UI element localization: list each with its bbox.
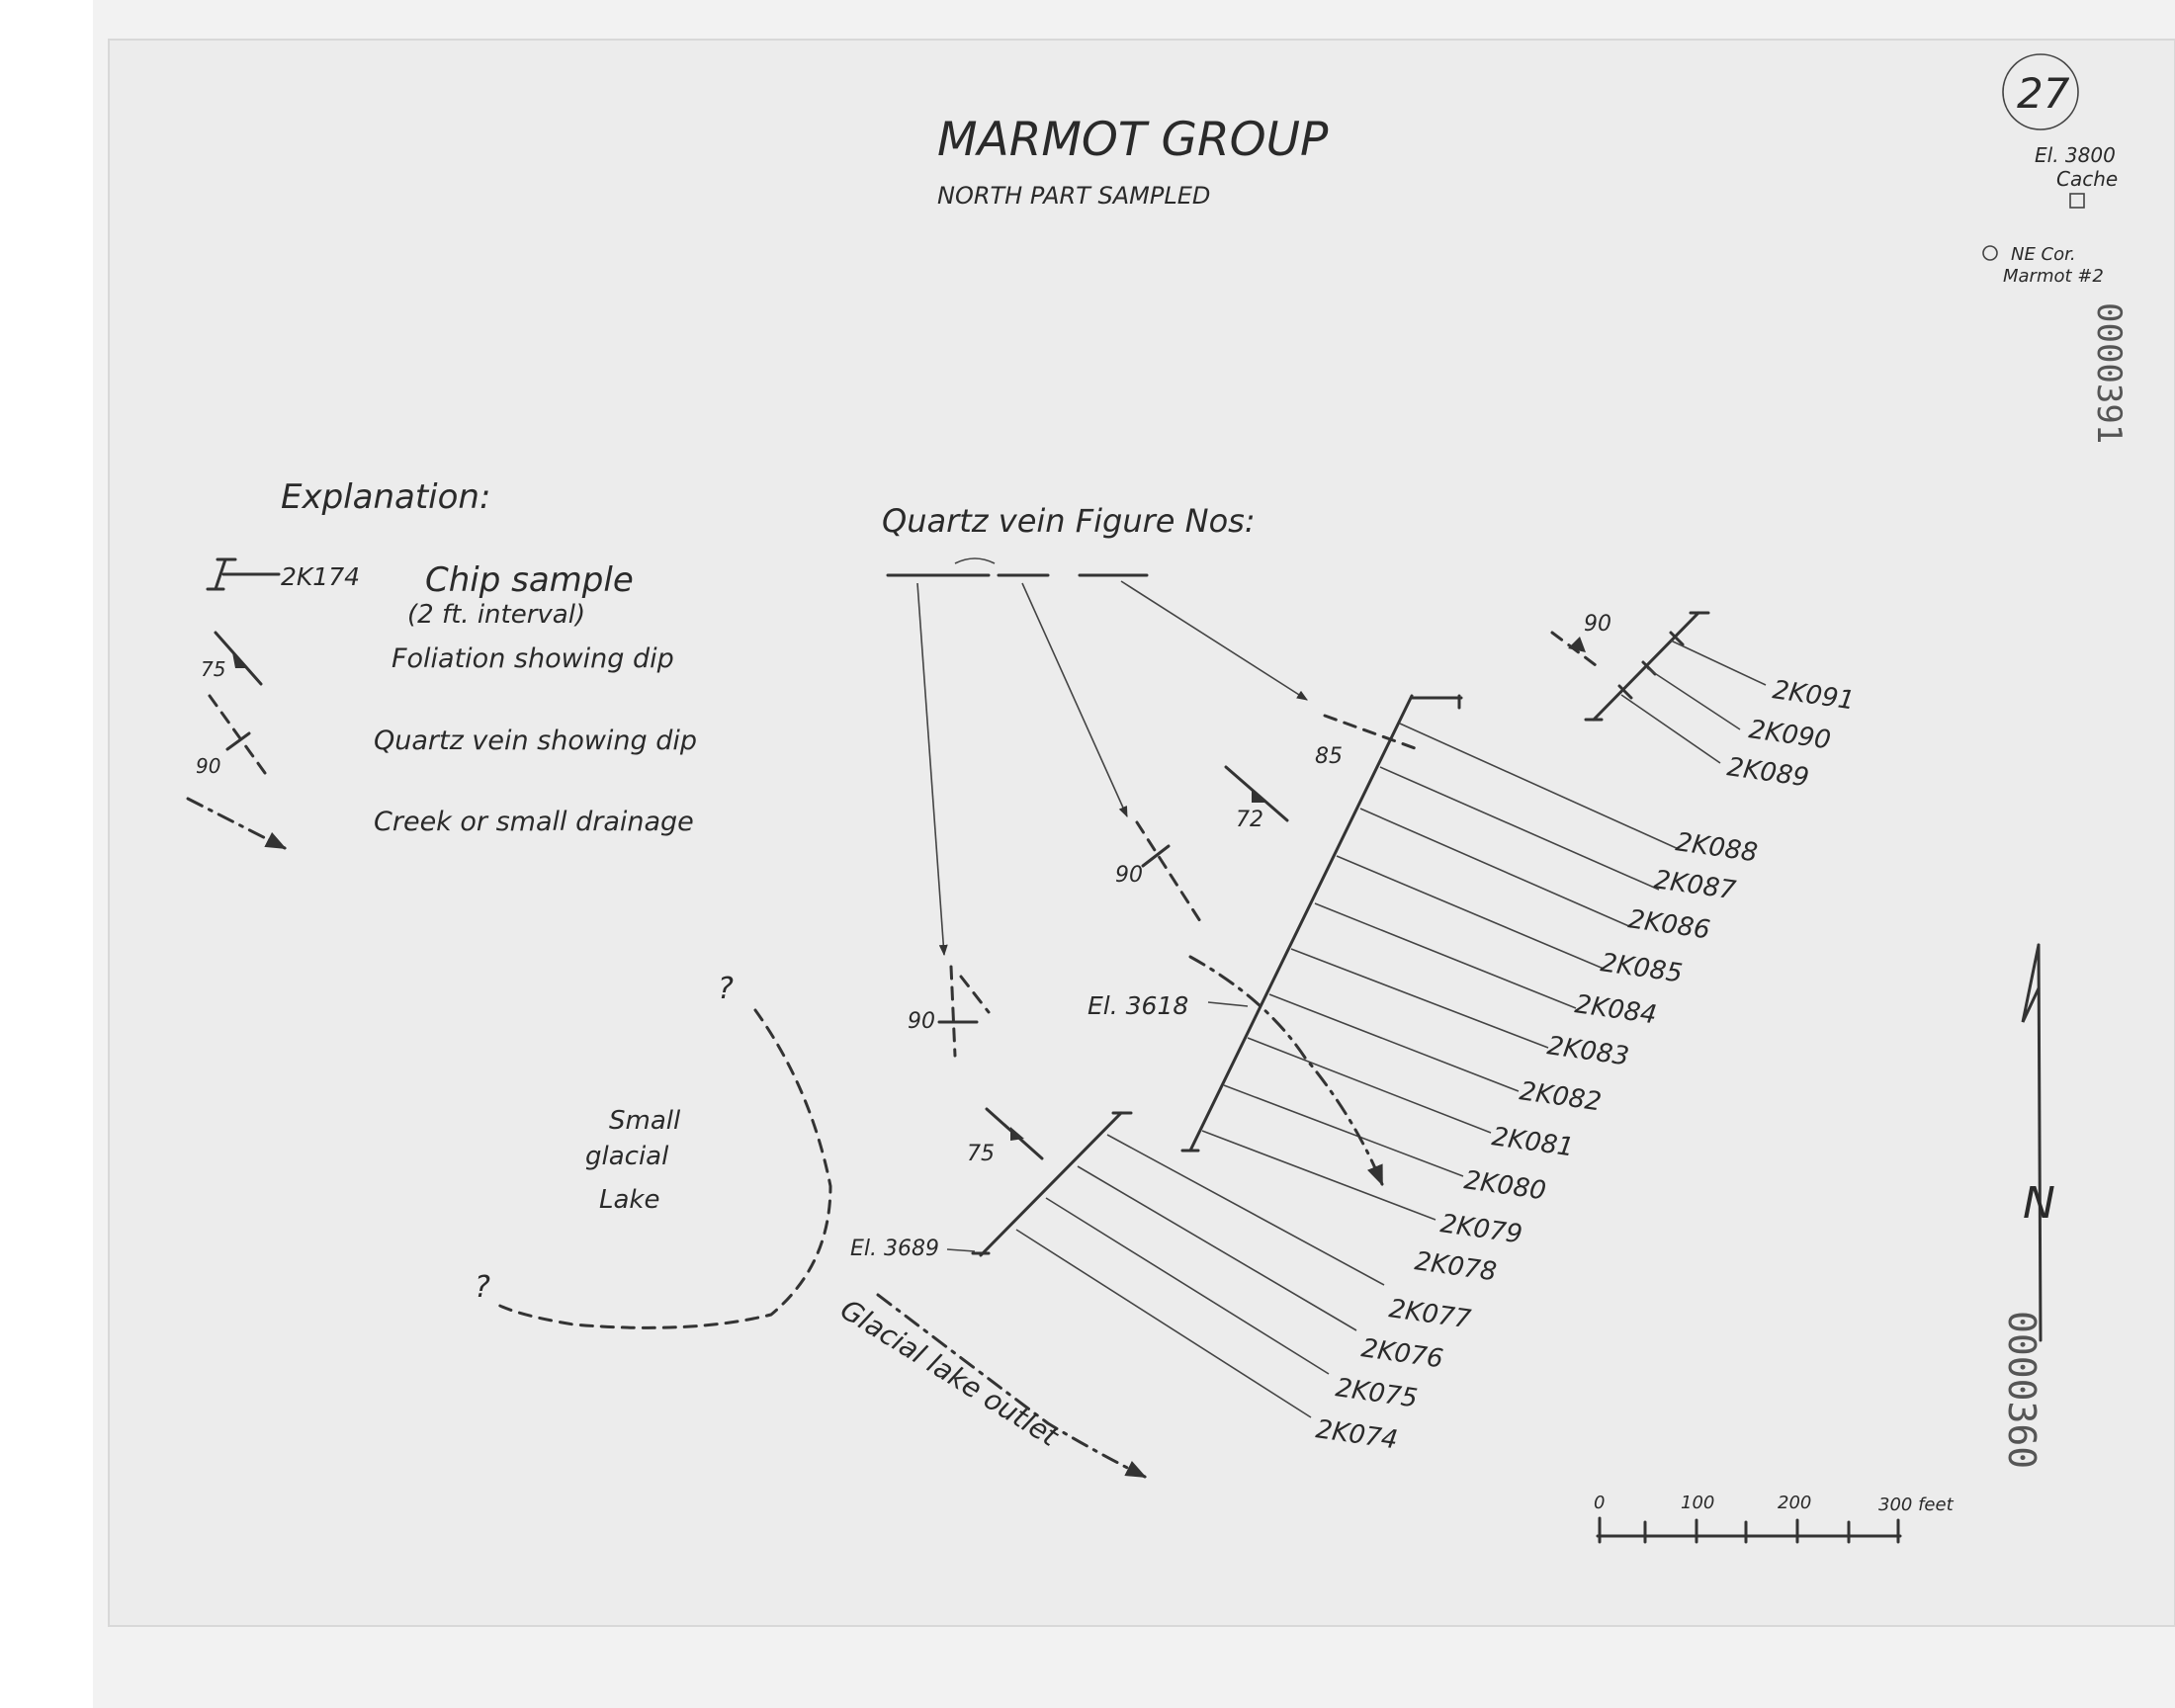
sample-2k075: 2K075 [1334, 1373, 1420, 1414]
scale-tick-300: 300 feet [1878, 1494, 1954, 1515]
map-title: MARMOT GROUP [937, 113, 1329, 167]
north-label: N [2023, 1178, 2055, 1229]
sample-2k082: 2K082 [1518, 1076, 1604, 1118]
dip-label-90-upper: 90 [1584, 612, 1611, 637]
sample-2k074: 2K074 [1314, 1414, 1400, 1456]
sample-2k076: 2K076 [1359, 1333, 1445, 1375]
page-number: 27 [2017, 69, 2070, 118]
dip-label-72: 72 [1236, 808, 1263, 832]
sample-2k077: 2K077 [1387, 1294, 1473, 1335]
foliation-label: Foliation showing dip [392, 643, 674, 674]
elevation-3618: El. 3618 [1088, 991, 1189, 1020]
elevation-3689: El. 3689 [850, 1237, 939, 1261]
sample-2k078: 2K078 [1413, 1246, 1499, 1288]
corner-line-1: NE Cor. [2011, 244, 2076, 265]
lake-question-mark-lower: ? [475, 1270, 490, 1305]
lake-label-line-1: Small [609, 1106, 681, 1136]
sample-2k080: 2K080 [1462, 1165, 1548, 1207]
foliation-dip-value: 75 [201, 657, 226, 681]
sample-2k091: 2K091 [1771, 675, 1857, 717]
dip-label-85: 85 [1315, 744, 1343, 769]
quartz-dip-value: 90 [196, 754, 221, 778]
sample-2k079: 2K079 [1438, 1209, 1524, 1250]
sample-2k089: 2K089 [1725, 752, 1811, 794]
vertical-stamp-bottom: 0000360 [2000, 1311, 2044, 1470]
quartz-vein-label: Quartz vein showing dip [374, 726, 698, 756]
vertical-stamp: 0000391 [2089, 302, 2129, 445]
sample-2k084: 2K084 [1573, 989, 1659, 1031]
cache-line-1: El. 3800 [2035, 143, 2116, 167]
map-subtitle: NORTH PART SAMPLED [937, 182, 1211, 210]
sample-2k088: 2K088 [1674, 827, 1760, 869]
sample-2k086: 2K086 [1626, 904, 1712, 946]
creek-label: Creek or small drainage [374, 807, 694, 837]
lake-question-mark-upper: ? [718, 972, 734, 1006]
outlet-label: Glacial lake outlet [834, 1292, 1065, 1453]
scale-tick-100: 100 [1681, 1493, 1715, 1513]
sample-2k081: 2K081 [1490, 1122, 1576, 1163]
chip-sample-id: 2K174 [281, 562, 361, 591]
chip-sample-label: Chip sample [425, 560, 634, 600]
scale-tick-0: 0 [1594, 1493, 1606, 1513]
cache-line-2: Cache [2056, 167, 2119, 191]
dip-label-75: 75 [967, 1142, 995, 1166]
scale-tick-200: 200 [1778, 1493, 1812, 1513]
sample-2k090: 2K090 [1747, 715, 1833, 756]
lake-label-line-3: Lake [599, 1185, 660, 1215]
sample-2k083: 2K083 [1545, 1031, 1631, 1072]
dip-label-90-mid: 90 [1115, 863, 1143, 888]
sample-2k087: 2K087 [1652, 865, 1738, 906]
dip-label-90-left: 90 [908, 1009, 935, 1034]
sample-2k085: 2K085 [1599, 948, 1685, 989]
quartz-vein-heading: Quartz vein Figure Nos: [882, 502, 1256, 540]
corner-line-2: Marmot #2 [2003, 266, 2104, 287]
lake-label-line-2: glacial [585, 1142, 669, 1171]
explanation-heading: Explanation: [281, 477, 491, 517]
chip-sample-note: (2 ft. interval) [407, 600, 586, 630]
